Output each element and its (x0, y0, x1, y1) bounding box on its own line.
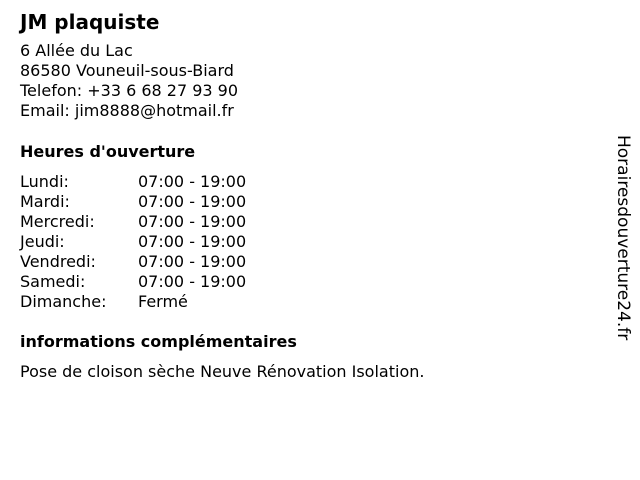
phone-line: Telefon: +33 6 68 27 93 90 (20, 81, 239, 100)
hours-time: 07:00 - 19:00 (138, 252, 247, 271)
hours-time: 07:00 - 19:00 (138, 192, 247, 211)
hours-row-sunday (20, 292, 580, 312)
hours-day: Lundi: (20, 172, 69, 191)
address-line-2: 86580 Vouneuil-sous-Biard (20, 61, 234, 80)
hours-row-tuesday (20, 192, 580, 212)
hours-row-saturday (20, 272, 580, 292)
hours-time: 07:00 - 19:00 (138, 172, 247, 191)
hours-row-wednesday (20, 212, 580, 232)
business-name: JM plaquiste (20, 10, 160, 34)
hours-time: 07:00 - 19:00 (138, 212, 247, 231)
additional-info-text: Pose de cloison sèche Neuve Rénovation Isolation. (20, 362, 425, 381)
hours-day: Mercredi: (20, 212, 95, 231)
hours-time: 07:00 - 19:00 (138, 272, 247, 291)
hours-time: Fermé (138, 292, 188, 311)
email-line: Email: jim8888@hotmail.fr (20, 101, 234, 120)
hours-day: Samedi: (20, 272, 86, 291)
contact-block (20, 41, 580, 121)
hours-day: Dimanche: (20, 292, 107, 311)
opening-hours-table (20, 172, 580, 312)
hours-row-thursday (20, 232, 580, 252)
address-line-1: 6 Allée du Lac (20, 41, 133, 60)
hours-row-monday (20, 172, 580, 192)
hours-day: Mardi: (20, 192, 70, 211)
opening-hours-title: Heures d'ouverture (20, 142, 196, 161)
hours-day: Vendredi: (20, 252, 96, 271)
hours-day: Jeudi: (20, 232, 65, 251)
hours-row-friday (20, 252, 580, 272)
site-watermark: Horairesdouverture24.fr (613, 135, 633, 341)
additional-info-title: informations complémentaires (20, 332, 297, 351)
hours-time: 07:00 - 19:00 (138, 232, 247, 251)
business-card (20, 10, 580, 382)
